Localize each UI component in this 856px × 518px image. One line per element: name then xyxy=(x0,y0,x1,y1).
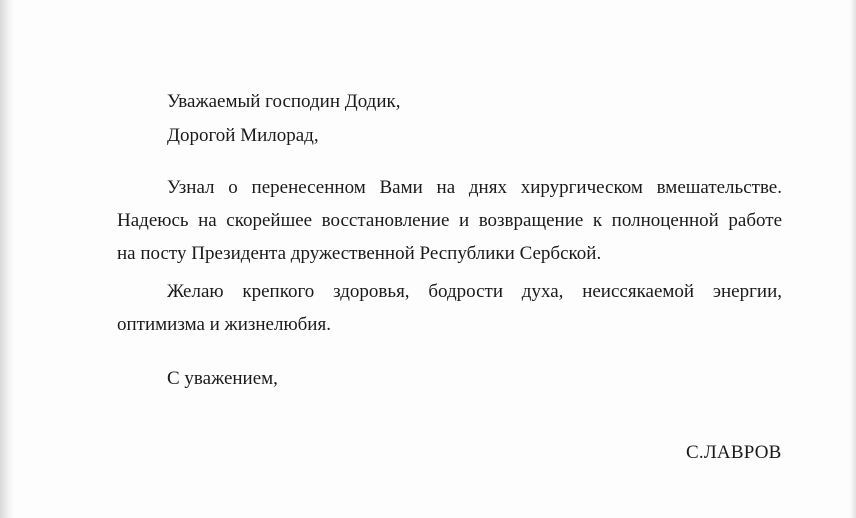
paragraph-1-line-3: на посту Президента дружественной Республики Сербской. xyxy=(117,243,602,264)
paragraph-1 xyxy=(117,171,782,270)
closing-line: С уважением, xyxy=(167,368,278,389)
salutation-line-1: Уважаемый господин Додик, xyxy=(167,91,401,112)
paragraph-2 xyxy=(117,275,782,341)
paragraph-1-line-2: Надеюсь на скорейшее восстановление и возвращение к полноценной работе xyxy=(117,210,782,231)
paragraph-2-line-1: Желаю крепкого здоровья, бодрости духа, неиссякаемой энергии, xyxy=(167,281,782,302)
salutation-line-2: Дорогой Милорад, xyxy=(167,125,319,146)
page-shadow-right xyxy=(850,0,856,518)
paragraph-2-line-2: оптимизма и жизнелюбия. xyxy=(117,314,331,335)
paragraph-1-line-1: Узнал о перенесенном Вами на днях хирургическом вмешательстве. xyxy=(167,177,782,198)
signature: С.ЛАВРОВ xyxy=(686,442,782,463)
page-shadow-left xyxy=(0,0,14,518)
